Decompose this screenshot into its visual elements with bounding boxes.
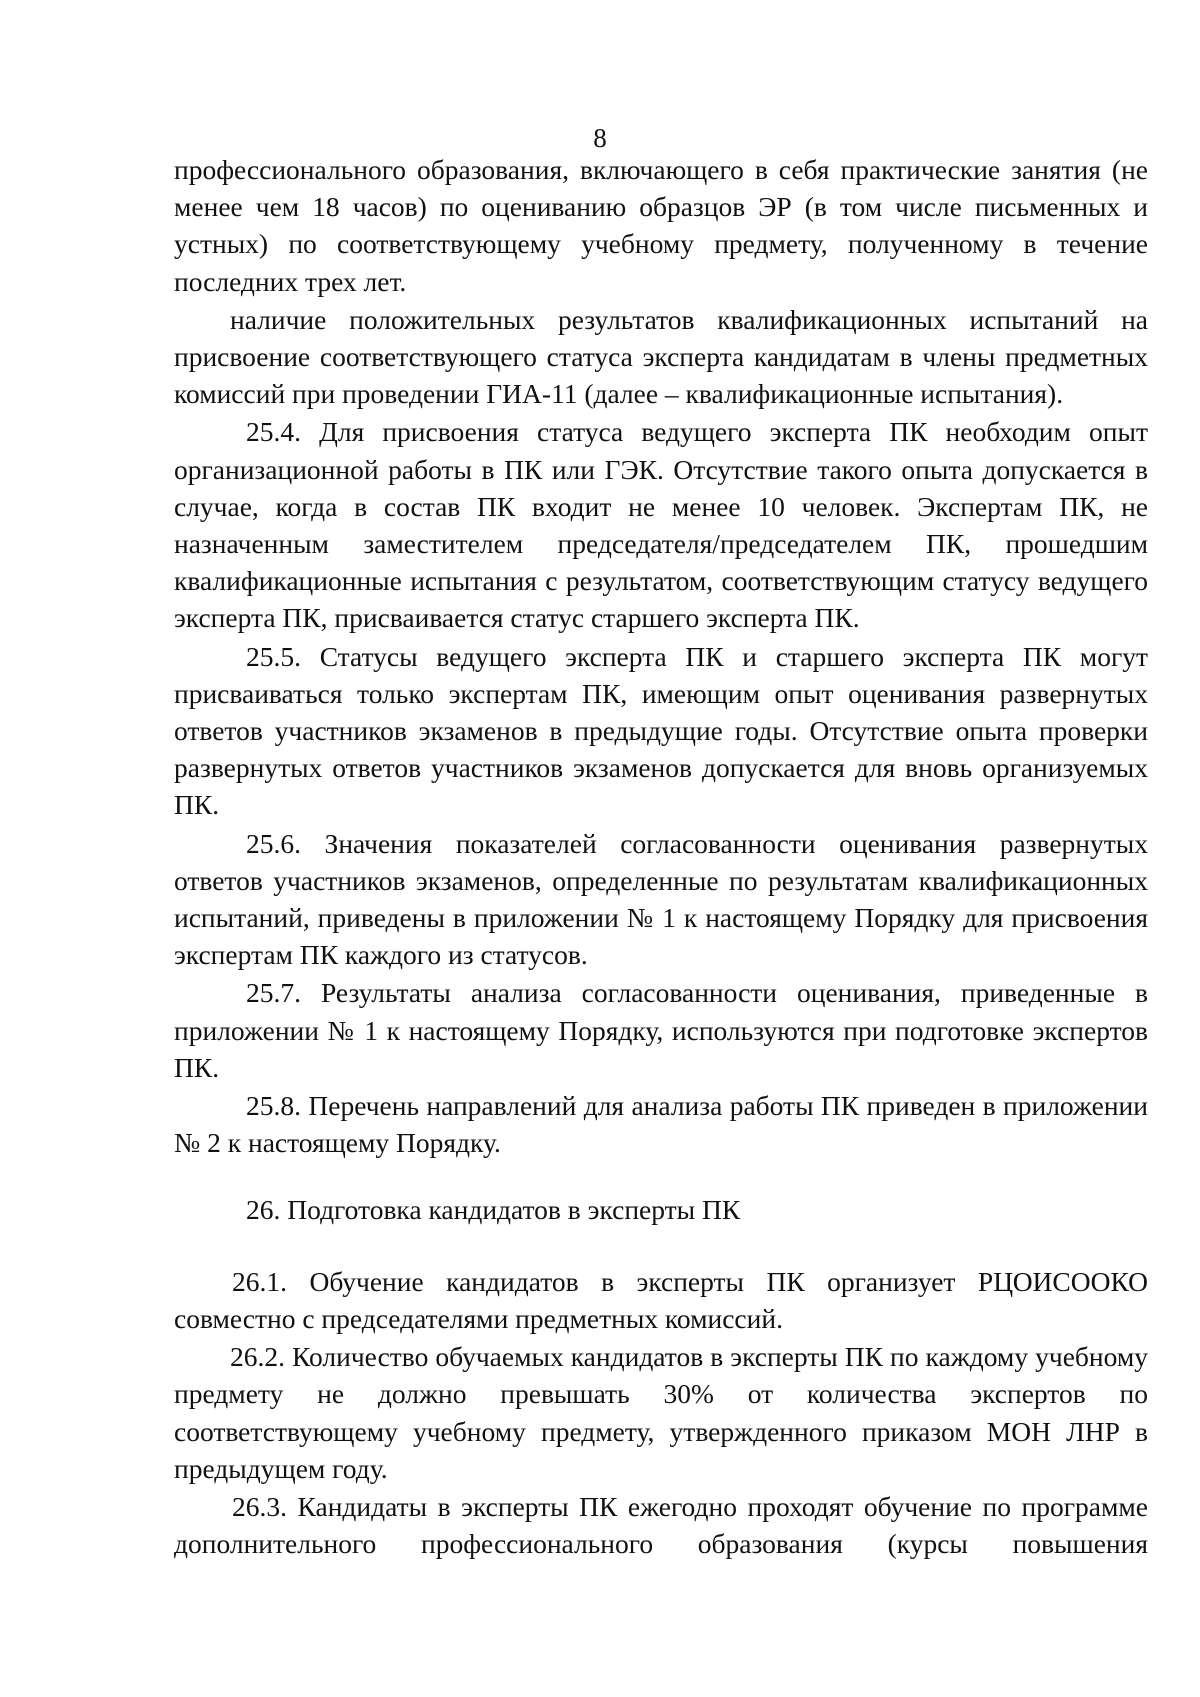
paragraph-26-2: 26.2. Количество обучаемых кандидатов в эксперты ПК по каждому учебному предмету не должно превышать 30% от количества экспертов по соответствующему учебному предмету, утвержденного приказом МОН ЛНР в предыдущем году. bbox=[174, 1341, 1148, 1484]
paragraph-25-5: 25.5. Статусы ведущего эксперта ПК и старшего эксперта ПК могут присваиваться только экспертам ПК, имеющим опыт оценивания развернутых ответов участников экзаменов в предыдущие годы. Отсутствие опыта проверки развернутых ответов участников экзаменов допускается для вновь организуемых ПК. bbox=[174, 640, 1148, 821]
paragraph-25-6: 25.6. Значения показателей согласованности оценивания развернутых ответов участников экзаменов, определенные по результатам квалификационных испытаний, приведены в приложении № 1 к настоящему Порядку для присвоения экспертам ПК каждого из статусов. bbox=[174, 827, 1148, 971]
paragraph-qualification-tests: наличие положительных результатов квалификационных испытаний на присвоение соответствующего статуса эксперта кандидатам в члены предметных комиссий при проведении ГИА-11 (далее – квалификационные испытания). bbox=[174, 303, 1148, 410]
paragraph-25-8: 25.8. Перечень направлений для анализа работы ПК приведен в приложении № 2 к настоящему Порядку. bbox=[174, 1090, 1148, 1159]
paragraph-26-1: 26.1. Обучение кандидатов в эксперты ПК организует РЦОИСООКО совместно с председателями предметных комиссий. bbox=[174, 1265, 1148, 1334]
section-heading-26: 26. Подготовка кандидатов в эксперты ПК bbox=[246, 1194, 741, 1226]
paragraph-26-3: 26.3. Кандидаты в эксперты ПК ежегодно проходят обучение по программе дополнительного профессионального образования (курсы повышения bbox=[174, 1490, 1148, 1560]
paragraph-25-7: 25.7. Результаты анализа согласованности оценивания, приведенные в приложении № 1 к настоящему Порядку, используются при подготовке экспертов ПК. bbox=[174, 977, 1148, 1083]
paragraph-25-4: 25.4. Для присвоения статуса ведущего эксперта ПК необходим опыт организационной работы в ПК или ГЭК. Отсутствие такого опыта допускается в случае, когда в состав ПК входит не менее 10 человек. Экспертам ПК, не назначенным заместителем председателя/председателем ПК, прошедшим квалификационные испытания с результатом, соответствующим статусу ведущего эксперта ПК, присваивается статус старшего эксперта ПК. bbox=[174, 416, 1148, 634]
page-number: 8 bbox=[593, 123, 607, 153]
document-body bbox=[174, 151, 1148, 1562]
paragraph-continuation: профессионального образования, включающего в себя практические занятия (не менее чем 18 часов) по оцениванию образцов ЭР (в том числе письменных и устных) по соответствующему учебному предмету, полученному в течение последних трех лет. bbox=[174, 154, 1148, 297]
